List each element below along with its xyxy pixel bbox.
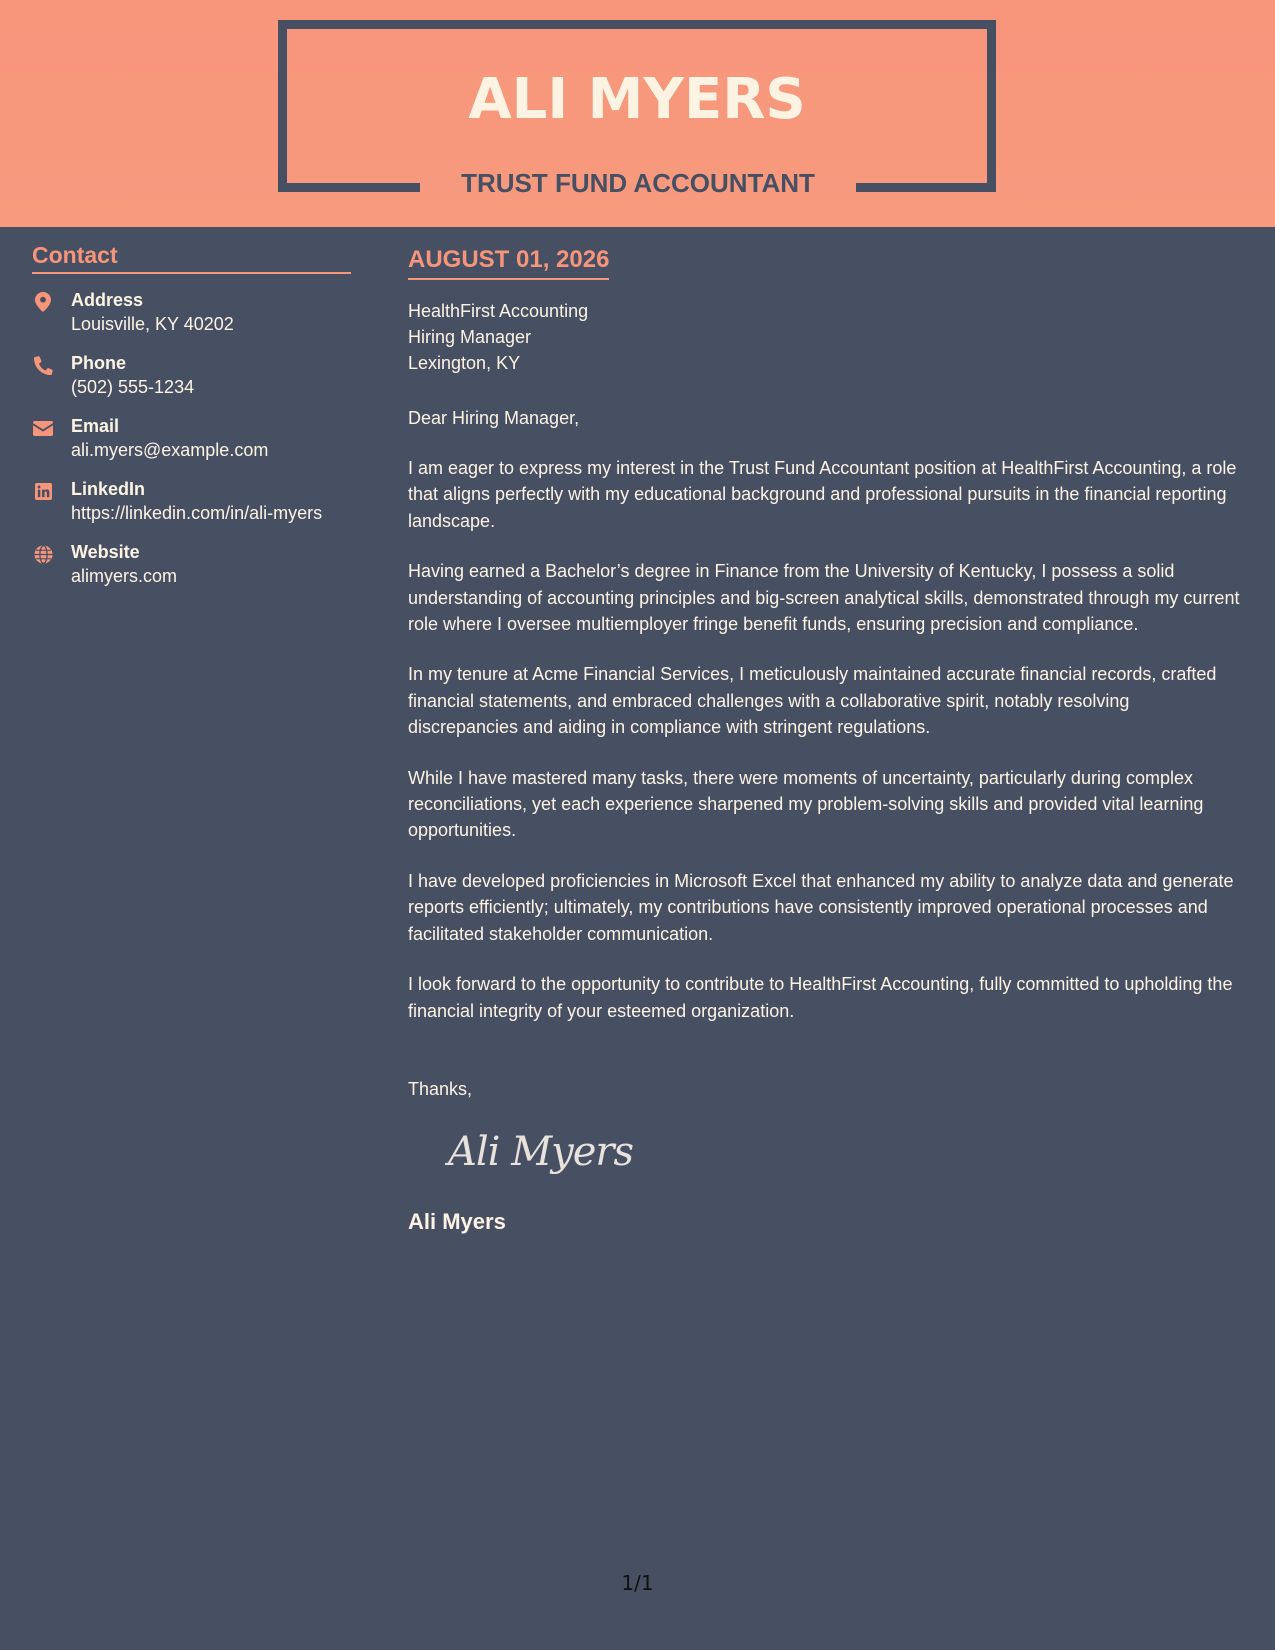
letter-date: AUGUST 01, 2026	[408, 244, 609, 280]
paragraph: In my tenure at Acme Financial Services, I meticulously maintained accurate financial records, crafted financial statements, and embraced challenges with a collaborative spirit, notably resolving discrepancies and aiding in compliance with stringent regulations.	[408, 664, 1217, 738]
closing: Thanks,	[408, 1078, 473, 1099]
handwritten-signature: Ali Myers	[448, 1128, 634, 1175]
contact-value[interactable]: https://linkedin.com/in/ali-myers	[71, 503, 323, 523]
salutation: Dear Hiring Manager,	[408, 408, 580, 428]
contact-sidebar	[32, 240, 351, 588]
header-frame-bottom-right	[856, 183, 996, 192]
envelope-icon	[33, 418, 53, 438]
paragraph: While I have mastered many tasks, there were moments of uncertainty, particularly during complex reconciliations, yet each experience sharpened my problem-solving skills and provided vital learning opportunities.	[408, 767, 1204, 841]
header-frame-top	[278, 20, 996, 29]
linkedin-icon	[33, 481, 53, 501]
phone-icon	[33, 355, 53, 375]
contact-value: (502) 555-1234	[71, 377, 195, 397]
contact-label: Address	[71, 290, 144, 310]
header-frame-bottom-left	[278, 183, 420, 192]
signer-name: Ali Myers	[408, 1208, 506, 1234]
paragraph: I look forward to the opportunity to contribute to HealthFirst Accounting, fully committed to upholding the financial integrity of your esteemed organization.	[408, 974, 1233, 1021]
header-frame-right	[987, 20, 996, 192]
paragraph: Having earned a Bachelor’s degree in Finance from the University of Kentucky, I possess a solid understanding of accounting principles and big-screen analytical skills, demonstrated through my current role where I oversee multiemployer fringe benefit funds, ensuring precision and compliance.	[408, 561, 1240, 635]
paragraph: I have developed proficiencies in Microsoft Excel that enhanced my ability to analyze data and generate reports efficiently; ultimately, my contributions have consistently improved operational processes and facilitated stakeholder communication.	[408, 870, 1234, 944]
contact-value: Louisville, KY 40202	[71, 314, 234, 334]
contact-label: Phone	[71, 353, 127, 373]
header-banner	[0, 0, 1275, 227]
recipient-location: Lexington, KY	[408, 353, 521, 373]
contact-label: Email	[71, 416, 120, 436]
letter-body	[408, 244, 1243, 1236]
applicant-name: ALI MYERS	[468, 67, 806, 132]
contact-heading: Contact	[32, 240, 351, 274]
paragraph: I am eager to express my interest in the Trust Fund Accountant position at HealthFirst Accounting, a role that aligns perfectly with my educational background and professional pursuits in the financial reporting landscape.	[408, 458, 1237, 531]
globe-icon	[33, 544, 53, 564]
contact-item-email	[32, 414, 351, 462]
map-pin-icon	[33, 292, 53, 312]
contact-item-website	[32, 540, 351, 588]
contact-item-address	[32, 288, 351, 336]
header-frame-left	[278, 20, 287, 192]
recipient-block	[408, 298, 1243, 376]
contact-label: LinkedIn	[71, 479, 146, 499]
contact-value[interactable]: alimyers.com	[71, 566, 178, 586]
recipient-role: Hiring Manager	[408, 327, 532, 347]
contact-value: ali.myers@example.com	[71, 440, 269, 460]
contact-label: Website	[71, 542, 140, 562]
contact-item-linkedin	[32, 477, 351, 525]
page-number: 1/1	[621, 1571, 654, 1595]
contact-item-phone	[32, 351, 351, 399]
recipient-company: HealthFirst Accounting	[408, 301, 589, 321]
job-title: TRUST FUND ACCOUNTANT	[461, 168, 815, 198]
